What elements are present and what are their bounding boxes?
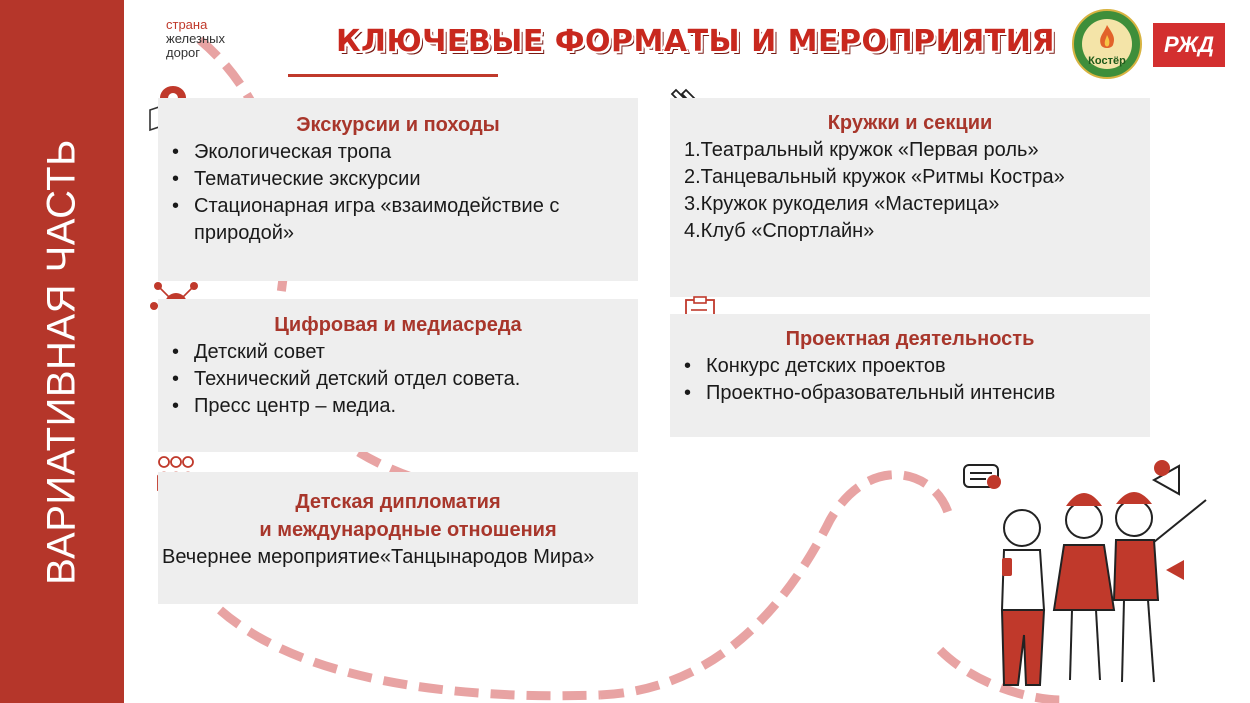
list-item: • Пресс центр – медиа. bbox=[158, 393, 638, 420]
card-clubs bbox=[670, 98, 1150, 297]
list-item: • Детский совет bbox=[158, 339, 638, 366]
list-item: 3.Кружок рукоделия «Мастерица» bbox=[684, 193, 1000, 215]
list-item: • Технический детский отдел совета. bbox=[158, 366, 638, 393]
koster-logo-label: Костёр bbox=[1088, 55, 1126, 67]
card-clubs-list bbox=[670, 137, 1150, 245]
card-excursions bbox=[158, 98, 638, 281]
card-diplomacy-title-line2: и международные отношения bbox=[259, 519, 557, 541]
card-diplomacy bbox=[158, 472, 638, 604]
card-excursions-title: Экскурсии и походы bbox=[296, 114, 500, 136]
list-item: 2.Танцевальный кружок «Ритмы Костра» bbox=[684, 166, 1065, 188]
card-clubs-title: Кружки и секции bbox=[827, 112, 993, 134]
list-item: 1.Театральный кружок «Первая роль» bbox=[684, 139, 1039, 161]
page-title-wrap bbox=[336, 24, 1055, 74]
brand-line3: дорог bbox=[166, 45, 201, 60]
list-item: • Конкурс детских проектов bbox=[670, 353, 1150, 380]
rzd-logo: РЖД bbox=[1153, 23, 1225, 67]
list-item: • Стационарная игра «взаимодействие с природой» bbox=[158, 193, 638, 247]
card-projects-list bbox=[670, 353, 1150, 407]
card-projects-title: Проектная деятельность bbox=[785, 328, 1035, 350]
card-diplomacy-title-line1: Детская дипломатия bbox=[295, 491, 501, 513]
brand-line2: железных bbox=[166, 31, 226, 46]
page-title: КЛЮЧЕВЫЕ ФОРМАТЫ И МЕРОПРИЯТИЯ bbox=[336, 24, 1055, 59]
list-item: • Тематические экскурсии bbox=[158, 166, 638, 193]
brand-logo bbox=[166, 18, 225, 60]
list-item: • Проектно-образовательный интенсив bbox=[670, 380, 1150, 407]
title-underline bbox=[288, 74, 498, 77]
card-projects bbox=[670, 314, 1150, 437]
list-item: • Экологическая тропа bbox=[158, 139, 638, 166]
brand-line1: страна bbox=[166, 17, 208, 32]
children-illustration bbox=[944, 450, 1219, 695]
card-digital bbox=[158, 299, 638, 452]
list-item: 4.Клуб «Спортлайн» bbox=[684, 220, 875, 242]
card-excursions-list bbox=[158, 139, 638, 247]
sidebar-label: ВАРИАТИВНАЯ ЧАСТЬ bbox=[39, 139, 84, 585]
card-digital-title: Цифровая и медиасреда bbox=[274, 314, 522, 336]
card-diplomacy-text: Вечернее мероприятие«Танцынародов Мира» bbox=[162, 546, 595, 568]
koster-logo bbox=[1072, 9, 1142, 79]
card-digital-list bbox=[158, 339, 638, 420]
